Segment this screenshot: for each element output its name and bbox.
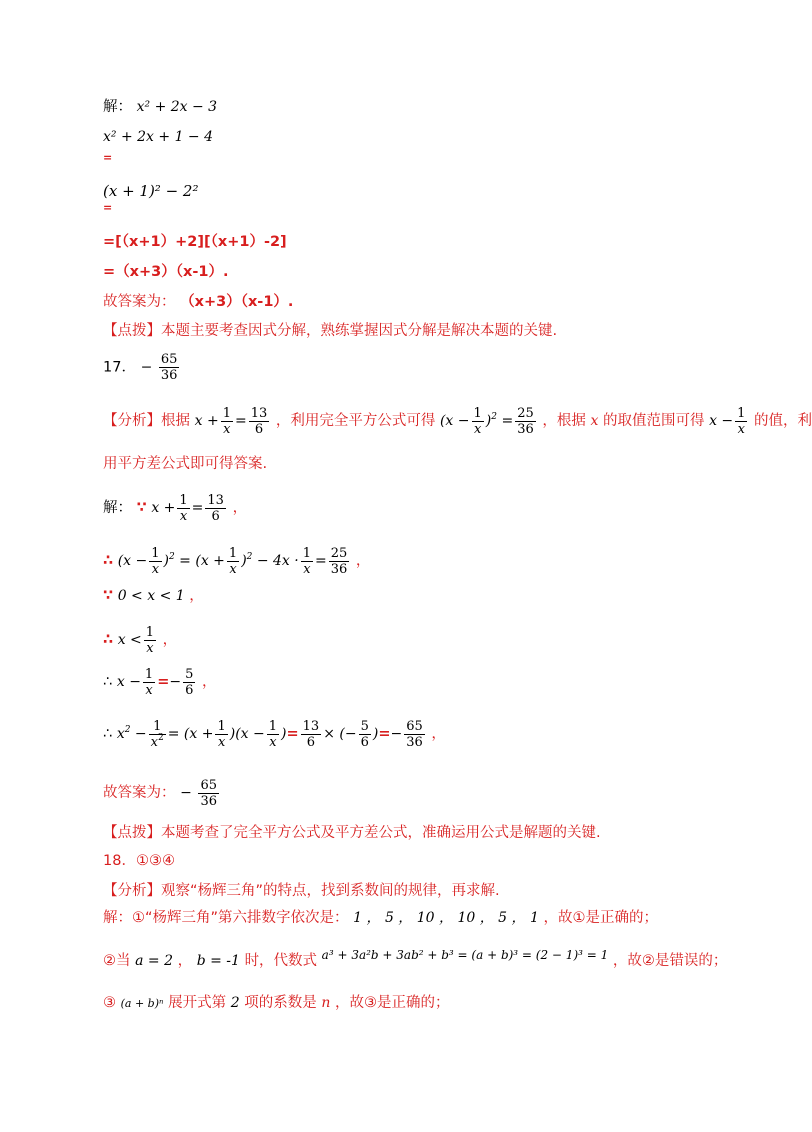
p16-expr2: x² + 2x + 1 − 4 — [103, 129, 214, 145]
p18-solution-1: 解：①“杨辉三角”第六排数字依次是： 1 ， 5 ， 10 ， 10 ， 5 ， 1 ，故①是正确的； — [103, 910, 659, 926]
p16-solution-line2 — [103, 126, 213, 148]
p18-solution-2: ②当 a = 2 ， b = -1 时，代数式 $^{a^3 + 3a^2b + 3ab^2 + b^3 = (a + b)^3 = (2 - 1)^3 = 1}$ ，故②是错误的； — [103, 948, 728, 969]
p16-expr3: (x + 1)² − 2² — [103, 182, 199, 200]
p17-solution-line5: ∴ x − $\frac{1}{x}$ =− $\frac{5}{6}$ ， — [103, 666, 217, 698]
p17-answer-fraction: $\frac{65}{36}$ — [160, 352, 178, 383]
p17-answer-fraction-2: $\frac{65}{36}$ — [200, 777, 217, 809]
p17-analysis-line1: 【分析】根据 x + $\frac{1}{x}$ = $\frac{13}{6}$ ，利用完全平方公式可得 (x − $\frac{1}{x}$ )$^2$ = $\frac{25}{36}$ ，根据 x 的取值范围可得 x − $\frac{1}{x}$ 的值，利 — [103, 405, 812, 437]
p16-answer: 故答案为： （x+3）（x-1）. — [103, 294, 294, 310]
p18-header: 18．①③④ — [103, 853, 175, 869]
p16-eq-sign-3: = — [103, 201, 113, 214]
p17-solution-line3: ∵ 0 < x < 1 ， — [103, 588, 204, 604]
p17-solution-line6: ∴ $x^2$ − $\frac{1}{x^2}$ = (x + $\frac{1}{x}$ )(x − $\frac{1}{x}$ )= $\frac{13}{6}$ × (− $\frac{5}{6}$ )=− $\frac{65}{36}$ ， — [103, 718, 446, 750]
p17-solution-line4: ∴ x < $\frac{1}{x}$ ， — [103, 624, 178, 656]
p17-answer: 故答案为： − $\frac{65}{36}$ — [103, 777, 217, 809]
p16-expr1: x² + 2x − 3 — [136, 99, 218, 115]
p16-solution-line3 — [103, 180, 199, 203]
p18-solution-3: ③ (a + b)ⁿ 展开式第 2 项的系数是 n ，故③是正确的； — [103, 995, 450, 1011]
p16-solution-line5: =（x+3）（x-1）. — [103, 264, 229, 280]
p17-solution-line2: ∴ (x − $\frac{1}{x}$ )$^2$ = (x + $\frac{1}{x}$ )$^2$ − 4x · $\frac{1}{x}$ = $\frac{25}{36}$ ， — [103, 545, 371, 577]
p17-header: 17． − $\frac{65}{36}$ — [103, 352, 178, 383]
p17-analysis-line2: 用平方差公式即可得答案. — [103, 456, 268, 472]
p17-solution-line1: 解： ∵ x + $\frac{1}{x}$ = $\frac{13}{6}$ ， — [103, 492, 248, 524]
p16-comment: 【点拨】本题主要考查因式分解，熟练掌握因式分解是解决本题的关键. — [103, 323, 558, 339]
p16-eq-sign-2: = — [103, 151, 113, 164]
p17-comment: 【点拨】本题考查了完全平方公式及平方差公式，准确运用公式是解题的关键. — [103, 825, 601, 841]
p16-solution-line1: 解： x² + 2x − 3 — [103, 99, 218, 115]
p16-solution-line4: =[（x+1）+2][（x+1）-2] — [103, 234, 287, 250]
p18-analysis: 【分析】观察“杨辉三角”的特点，找到系数间的规律，再求解. — [103, 883, 500, 899]
